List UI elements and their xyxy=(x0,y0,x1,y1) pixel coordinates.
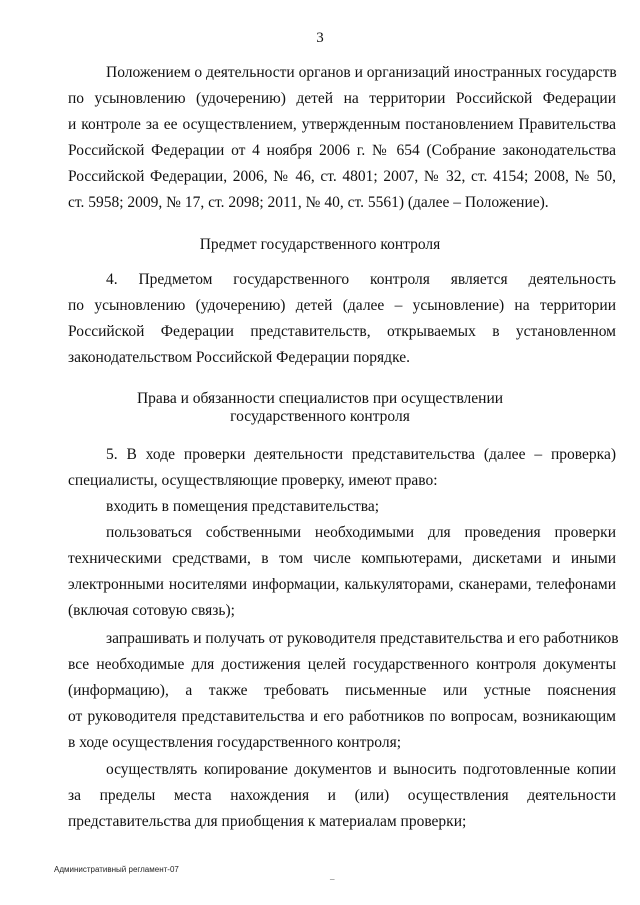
list-item-request-line: все необходимые для достижения целей государственного контроля документы xyxy=(68,656,616,673)
list-item-request-line: (информацию), а также требовать письменные или устные пояснения xyxy=(68,682,616,699)
paragraph-5-line: специалисты, осуществляющие проверку, имеют право: xyxy=(68,472,438,489)
list-item-enter: входить в помещения представительства; xyxy=(106,498,380,515)
list-item-copy-line: осуществлять копирование документов и выносить подготовленные копии xyxy=(106,761,616,778)
list-item-copy-line: за пределы места нахождения и (или) осуществления деятельности xyxy=(68,787,616,804)
footer-label: Административный регламент-07 xyxy=(54,865,179,874)
paragraph-5-line: 5. В ходе проверки деятельности представительства (далее – проверка) xyxy=(106,446,616,463)
paragraph-1-line: ст. 5958; 2009, № 17, ст. 2098; 2011, № 40, ст. 5561) (далее – Положение). xyxy=(68,194,549,211)
section-heading-rights: государственного контроля xyxy=(230,408,410,425)
footer-mark: – xyxy=(330,874,335,884)
paragraph-1-line: по усыновлению (удочерению) детей на территории Российской Федерации xyxy=(68,90,616,107)
list-item-use-line: техническими средствами, в том числе компьютерами, дискетами и иными xyxy=(68,550,616,567)
paragraph-4-line: 4. Предметом государственного контроля является деятельность xyxy=(106,271,616,288)
section-heading-rights: Права и обязанности специалистов при осуществлении xyxy=(136,390,504,407)
list-item-use-line: электронными носителями информации, калькуляторами, сканерами, телефонами xyxy=(68,576,616,593)
list-item-copy-line: представительства для приобщения к материалам проверки; xyxy=(68,813,467,830)
list-item-request-line: в ходе осуществления государственного контроля; xyxy=(68,734,402,751)
paragraph-4-line: Российской Федерации представительств, открываемых в установленном xyxy=(68,323,616,340)
list-item-request-line: запрашивать и получать от руководителя представительства и его работников xyxy=(106,630,619,647)
page-number: 3 xyxy=(316,30,324,46)
paragraph-1-line: и контроле за ее осуществлением, утвержденным постановлением Правительства xyxy=(68,116,616,133)
list-item-use-line: пользоваться собственными необходимыми для проведения проверки xyxy=(106,524,616,541)
list-item-use-line: (включая сотовую связь); xyxy=(68,602,235,619)
paragraph-1-line: Российской Федерации от 4 ноября 2006 г. № 654 (Собрание законодательства xyxy=(68,142,616,159)
paragraph-1-line: Положением о деятельности органов и организаций иностранных государств xyxy=(106,64,617,81)
list-item-request-line: от руководителя представительства и его работников по вопросам, возникающим xyxy=(68,708,616,725)
section-heading-subject: Предмет государственного контроля xyxy=(199,236,441,253)
paragraph-4-line: по усыновлению (удочерению) детей (далее – усыновление) на территории xyxy=(68,297,616,314)
paragraph-4-line: законодательством Российской Федерации порядке. xyxy=(68,349,410,366)
paragraph-1-line: Российской Федерации, 2006, № 46, ст. 4801; 2007, № 32, ст. 4154; 2008, № 50, xyxy=(68,168,616,185)
